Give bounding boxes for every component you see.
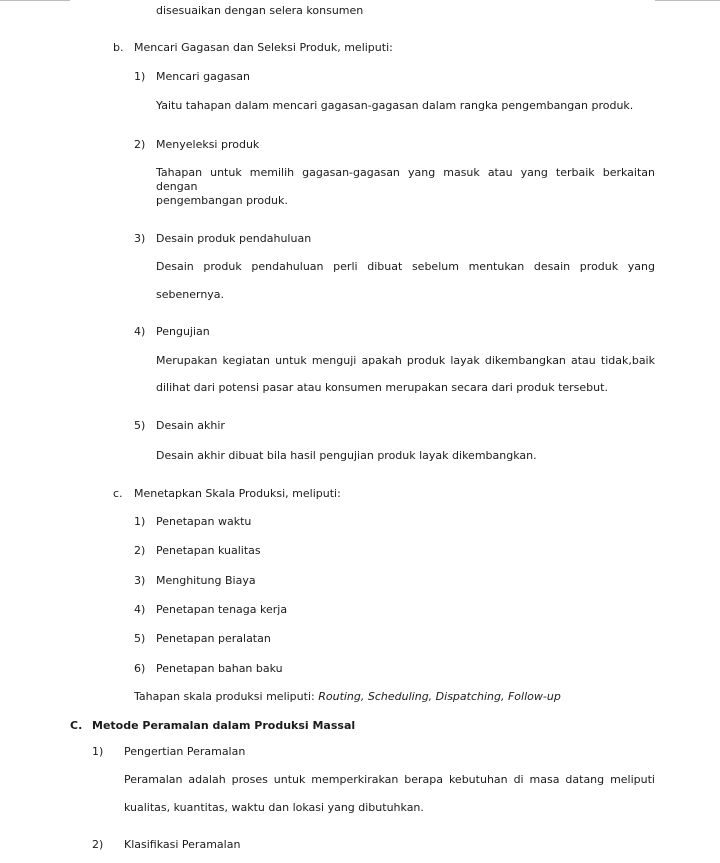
item-description: Desain produk pendahuluan perli dibuat sebelum mentukan desain produk yang [156,260,655,273]
item-title: Menghitung Biaya [156,574,256,587]
item-description: Merupakan kegiatan untuk menguji apakah produk layak dikembangkan atau tidak,baik [156,354,655,367]
item-number: 1) [92,745,104,758]
item-title: Penetapan bahan baku [156,662,283,675]
item-title: Pengujian [156,325,210,338]
item-title: Penetapan waktu [156,515,252,528]
item-number: 5) [134,419,146,432]
page-edge-right [655,0,720,1]
item-description: sebenernya. [156,288,225,301]
item-title: Penetapan peralatan [156,632,271,645]
item-number: 4) [134,603,146,616]
item-description: Desain akhir dibuat bila hasil pengujian produk layak dikembangkan. [156,449,537,462]
item-number: 5) [134,632,146,645]
item-number: 6) [134,662,146,675]
tahapan-line [134,690,561,704]
item-description: Tahapan untuk memilih gagasan-gagasan yang masuk atau yang terbaik berkaitan dengan [156,166,655,193]
item-title: Menyeleksi produk [156,138,260,151]
item-number: 3) [134,574,146,587]
page-edge-left [0,0,70,1]
section-c-marker: c. [113,487,123,500]
item-description: Yaitu tahapan dalam mencari gagasan-gagasan dalam rangka pengembangan produk. [156,99,634,112]
item-number: 4) [134,325,146,338]
item-description: pengembangan produk. [156,194,288,207]
item-number: 3) [134,232,146,245]
section-b-heading: Mencari Gagasan dan Seleksi Produk, meliputi: [134,41,393,54]
item-number: 2) [92,838,104,851]
item-number: 2) [134,544,146,557]
section-C-marker: C. [70,719,83,732]
section-c-heading: Menetapkan Skala Produksi, meliputi: [134,487,341,500]
item-title: Penetapan tenaga kerja [156,603,288,616]
item-title: Klasifikasi Peramalan [124,838,241,851]
item-title: Pengertian Peramalan [124,745,246,758]
item-title: Penetapan kualitas [156,544,261,557]
tahapan-prefix: Tahapan skala produksi meliputi: [134,690,319,703]
item-description: dilihat dari potensi pasar atau konsumen merupakan secara dari produk tersebut. [156,381,608,394]
section-b-marker: b. [113,41,124,54]
top-line: disesuaikan dengan selera konsumen [156,4,364,17]
section-C-heading: Metode Peramalan dalam Produksi Massal [92,719,356,732]
item-description: kualitas, kuantitas, waktu dan lokasi yang dibutuhkan. [124,801,424,814]
item-number: 1) [134,515,146,528]
item-title: Mencari gagasan [156,70,250,83]
item-number: 1) [134,70,146,83]
item-description: Peramalan adalah proses untuk memperkirakan berapa kebutuhan di masa datang meliputi [124,773,655,786]
item-title: Desain produk pendahuluan [156,232,312,245]
tahapan-terms: Routing, Scheduling, Dispatching, Follow-up [318,690,561,703]
item-title: Desain akhir [156,419,225,432]
item-number: 2) [134,138,146,151]
